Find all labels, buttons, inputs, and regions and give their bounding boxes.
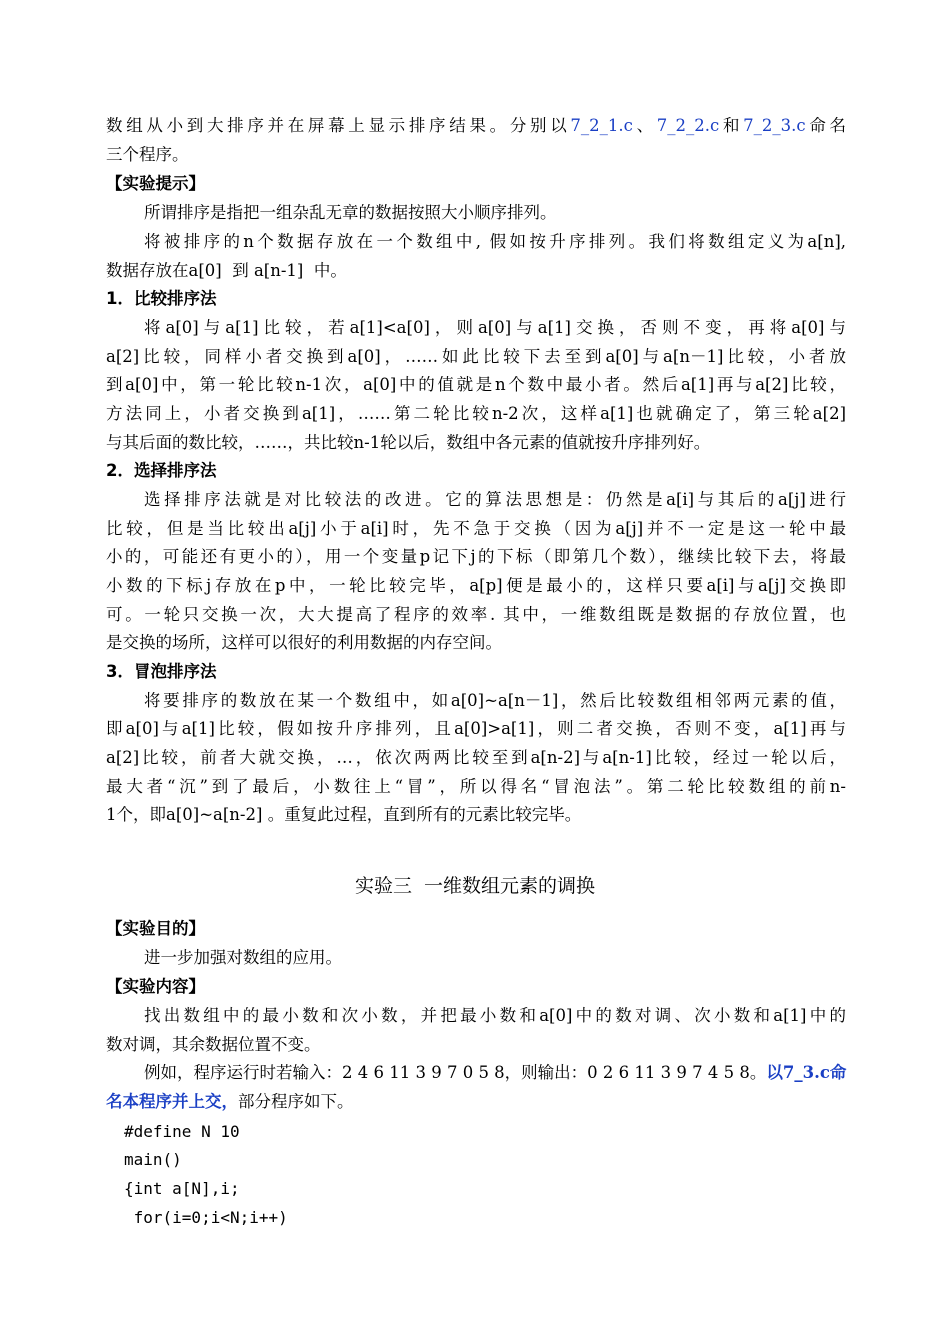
method2-line: 小数的下标j存放在p中，一轮比较完毕，a[p]便是最小的，这样只要a[i]与a[j]交换即 bbox=[106, 576, 846, 595]
method3-line: a[2]比较，前者大就交换，…，依次两两比较至到a[n-2]与a[n-1]比较，经过一轮以后， bbox=[106, 748, 846, 767]
code-line: main() bbox=[124, 1150, 182, 1169]
method1-line: 与其后面的数比较，……，共比较n-1轮以后，数组中各元素的值就按升序排列好。 bbox=[106, 433, 711, 452]
method2-heading: 2．选择排序法 bbox=[106, 461, 217, 480]
method3-line: 将要排序的数放在某一个数组中，如a[0]~a[n－1]，然后比较数组相邻两元素的值， bbox=[144, 691, 846, 710]
hint-paragraph: 将被排序的n个数据存放在一个数组中, 假如按升序排列。我们将数组定义为a[n], bbox=[144, 232, 846, 251]
content-heading: 【实验内容】 bbox=[106, 977, 205, 996]
hint-heading: 【实验提示】 bbox=[106, 174, 205, 193]
intro-line-2: 三个程序。 bbox=[106, 145, 189, 164]
method3-line: 1个，即a[0]~a[n-2] 。重复此过程，直到所有的元素比较完毕。 bbox=[106, 805, 582, 824]
method1-line: 将a[0]与a[1]比较，若a[1]<a[0]，则a[0]与a[1]交换，否则不变，再将a[0]与 bbox=[144, 318, 846, 337]
example-line-1 bbox=[144, 1058, 846, 1087]
method1-line: 到a[0]中，第一轮比较n-1次，a[0]中的值就是n个数中最小者。然后a[1]再与a[2]比较， bbox=[106, 375, 846, 394]
purpose-text: 进一步加强对数组的应用。 bbox=[144, 948, 342, 967]
hint-paragraph: 所谓排序是指把一组杂乱无章的数据按照大小顺序排列。 bbox=[144, 203, 557, 222]
example-text: 部分程序如下。 bbox=[238, 1092, 354, 1111]
submit-instruction: 以7_3.c命 bbox=[766, 1063, 847, 1082]
hint-paragraph: 数据存放在a[0] 到 a[n-1] 中。 bbox=[106, 261, 347, 280]
content-line: 数对调，其余数据位置不变。 bbox=[106, 1035, 321, 1054]
section-title: 实验三 一维数组元素的调换 bbox=[354, 875, 596, 897]
intro-text: 数组从小到大排序并在屏幕上显示排序结果。分别以 bbox=[106, 116, 571, 135]
method3-line: 即a[0]与a[1]比较，假如按升序排列，且a[0]>a[1]，则二者交换，否则不变，a[1]再与 bbox=[106, 719, 846, 738]
method2-line: 小的，可能还有更小的），用一个变量p记下j的下标（即第几个数），继续比较下去，将最 bbox=[106, 547, 846, 566]
separator: 和 bbox=[719, 116, 744, 135]
code-line: #define N 10 bbox=[124, 1122, 240, 1141]
method3-heading: 3．冒泡排序法 bbox=[106, 662, 217, 681]
method1-line: a[2]比较，同样小者交换到a[0]，……如此比较下去至到a[0]与a[n－1]比较，小者放 bbox=[106, 347, 846, 366]
submit-instruction: 名本程序并上交， bbox=[106, 1092, 238, 1111]
content-line: 找出数组中的最小数和次小数，并把最小数和a[0]中的数对调、次小数和a[1]中的 bbox=[144, 1006, 846, 1025]
method2-line: 是交换的场所，这样可以很好的利用数据的内存空间。 bbox=[106, 633, 502, 652]
intro-line-1 bbox=[106, 111, 846, 140]
file-name-3: 7_2_3.c bbox=[743, 116, 806, 135]
method2-line: 比较，但是当比较出a[j]小于a[i]时，先不急于交换（因为a[j]并不一定是这一轮中最 bbox=[106, 519, 846, 538]
code-line: for(i=0;i<N;i++) bbox=[124, 1208, 288, 1227]
method1-line: 方法同上，小者交换到a[1]，……第二轮比较n-2次，这样a[1]也就确定了，第三轮a[2] bbox=[106, 404, 846, 423]
method1-heading: 1．比较排序法 bbox=[106, 289, 217, 308]
separator: 、 bbox=[632, 116, 657, 135]
method3-line: 最大者“沉”到了最后，小数往上“冒”，所以得名“冒泡法”。第二轮比较数组的前n- bbox=[106, 777, 846, 796]
purpose-heading: 【实验目的】 bbox=[106, 919, 205, 938]
example-line-2 bbox=[106, 1087, 846, 1116]
file-name-1: 7_2_1.c bbox=[570, 116, 633, 135]
intro-text: 命名 bbox=[805, 116, 847, 135]
file-name-2: 7_2_2.c bbox=[656, 116, 720, 135]
method2-line: 可。一轮只交换一次，大大提高了程序的效率. 其中，一维数组既是数据的存放位置，也 bbox=[106, 605, 846, 624]
method2-line: 选择排序法就是对比较法的改进。它的算法思想是：仍然是a[i]与其后的a[j]进行 bbox=[144, 490, 846, 509]
example-text: 例如，程序运行时若输入：2 4 6 11 3 9 7 0 5 8，则输出：0 2 6 11 3 9 7 4 5 8。 bbox=[144, 1063, 767, 1082]
code-line: {int a[N],i; bbox=[124, 1179, 240, 1198]
